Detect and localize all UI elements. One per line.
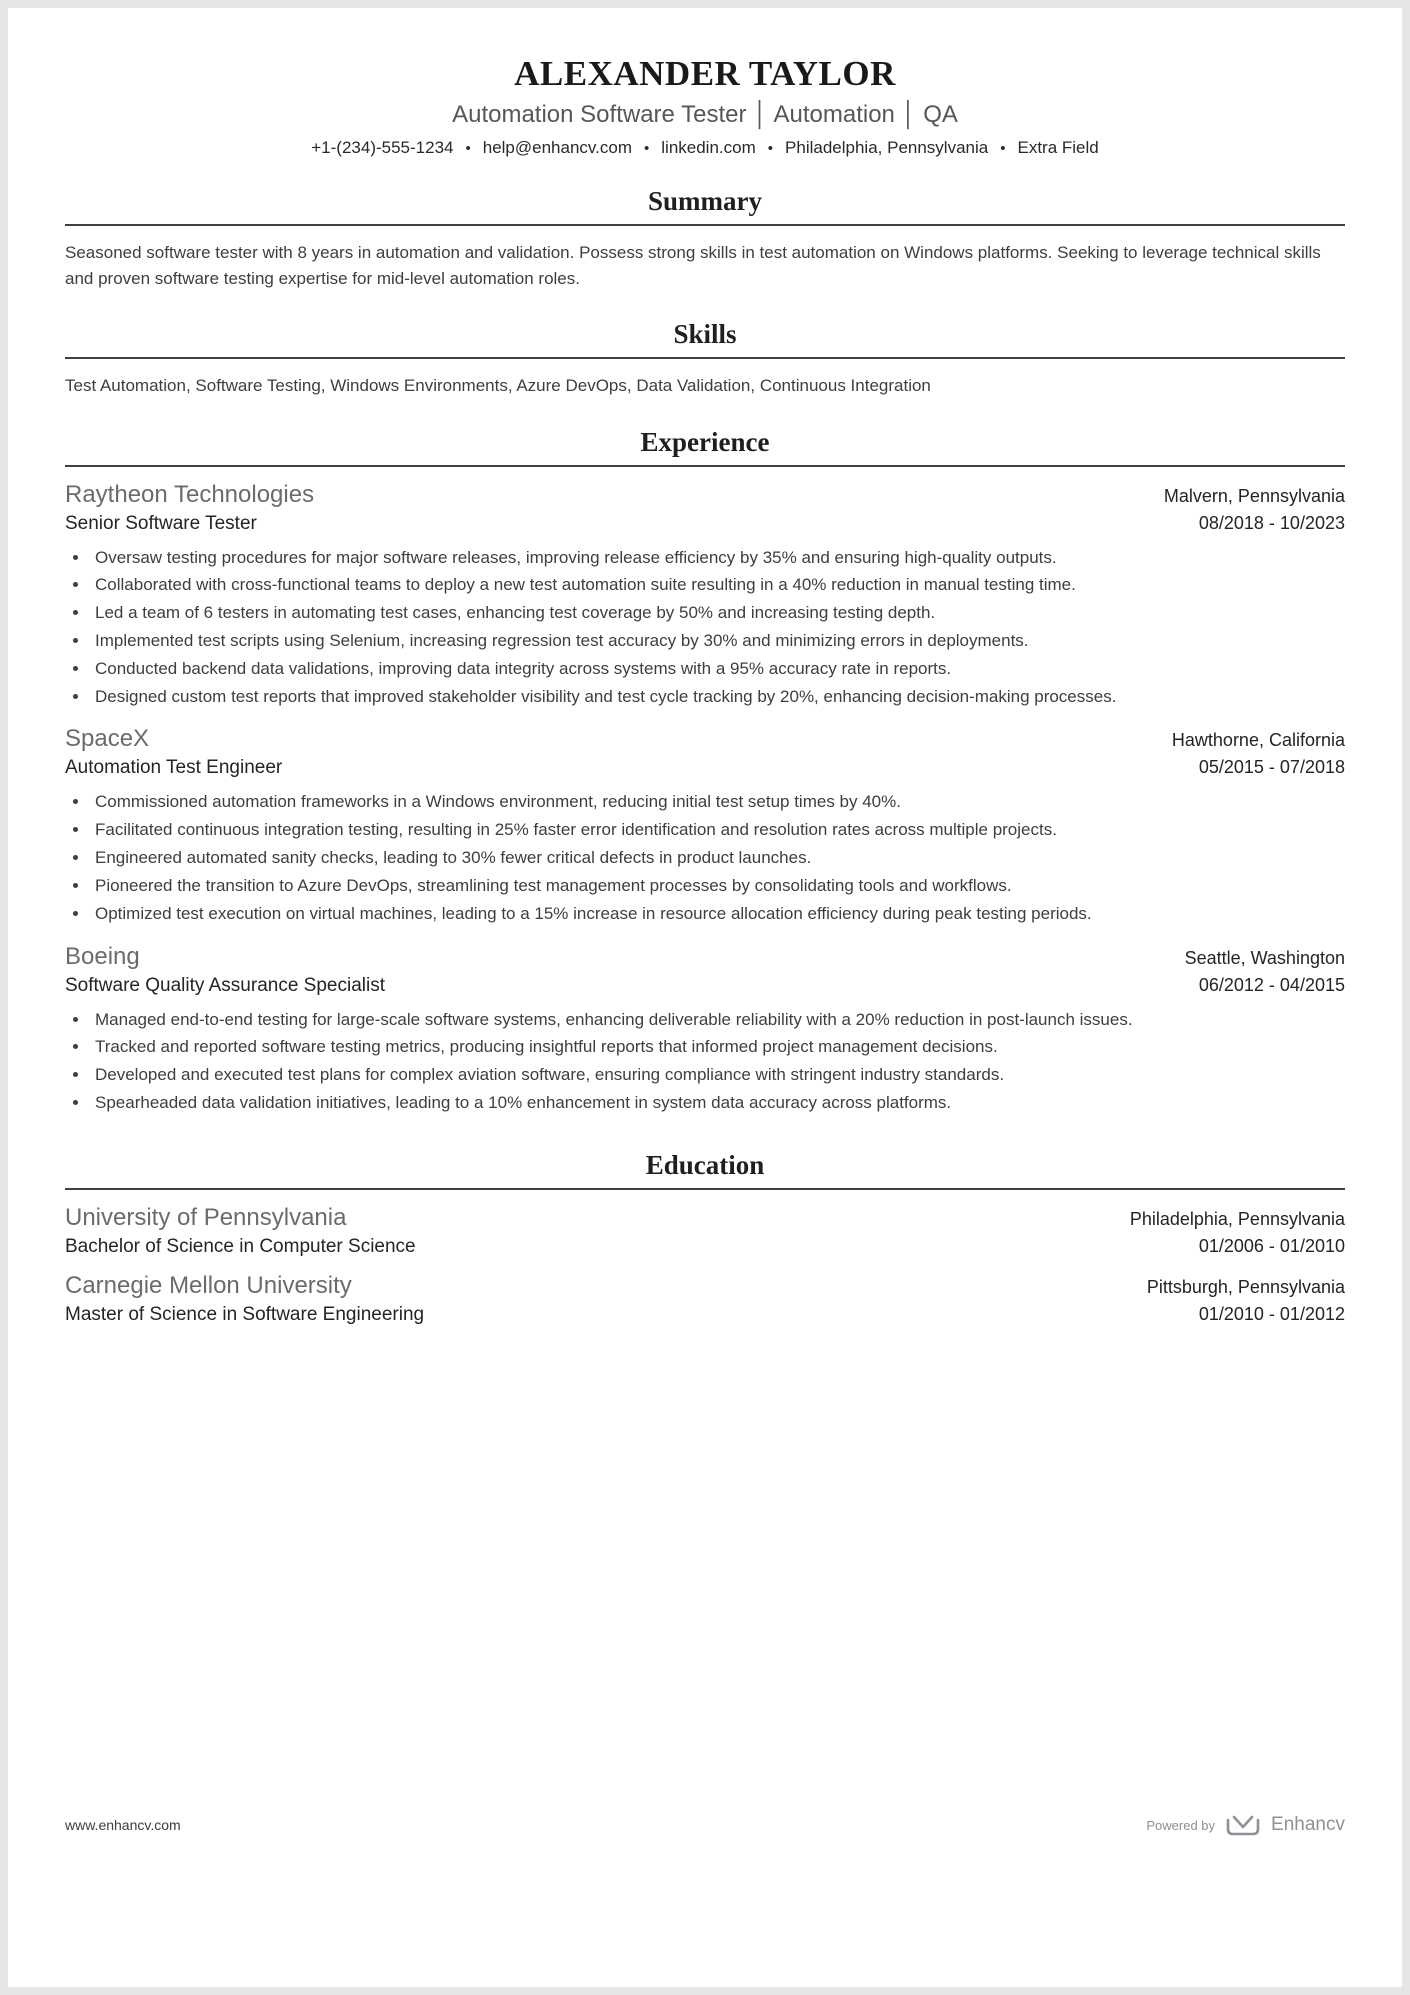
school-name: University of Pennsylvania [65,1203,347,1231]
contact-linkedin[interactable]: linkedin.com [661,138,756,157]
powered-by-label: Powered by [1146,1817,1216,1833]
education-entry [65,1272,1345,1326]
bullet-item: • Engineered automated sanity checks, leading to 30% fewer critical defects in product launches. [90,845,1345,871]
bullet-item: • Facilitated continuous integration testing, resulting in 25% faster error identification and resolution rates across multiple projects. [90,817,1345,843]
separator-dot-icon: • [1000,139,1006,157]
degree-dates: 01/2010 - 01/2012 [1198,1303,1345,1324]
enhancv-brand-link[interactable]: Enhancv [1271,1814,1345,1835]
job-dates: 05/2015 - 07/2018 [1198,757,1345,778]
section-summary [65,186,1345,291]
summary-text: Seasoned software tester with 8 years in automation and validation. Possess strong skills in test automation on Windows platforms. Seeking to leverage technical skills and proven software testing expertise for mid-level automation roles. [65,243,1321,288]
job-title: Automation Test Engineer [65,757,283,779]
bullet-item: • Conducted backend data validations, improving data integrity across systems with a 95% accuracy rate in reports. [90,656,1345,682]
experience-heading: Experience [640,426,770,457]
degree-dates: 01/2006 - 01/2010 [1198,1235,1345,1256]
powered-by-block [1146,1813,1345,1837]
bullet-item: • Spearheaded data validation initiatives, leading to a 10% enhancement in system data accuracy across platforms. [90,1090,1345,1116]
bullet-item: • Designed custom test reports that improved stakeholder visibility and test cycle tracking by 20%, enhancing decision-making processes. [90,684,1345,710]
bullet-item: • Developed and executed test plans for complex aviation software, ensuring compliance with stringent industry standards. [90,1062,1345,1088]
separator-dot-icon: • [644,139,650,157]
section-divider [65,1188,1345,1190]
bullet-item: • Led a team of 6 testers in automating test cases, enhancing test coverage by 50% and increasing testing depth. [90,600,1345,626]
skills-text: Test Automation, Software Testing, Windows Environments, Azure DevOps, Data Validation, Continuous Integration [65,376,931,395]
bullet-item: • Managed end-to-end testing for large-scale software systems, enhancing deliverable reliability with a 20% reduction in post-launch issues. [90,1007,1345,1033]
section-education [65,1150,1345,1326]
candidate-name: ALEXANDER TAYLOR [514,54,896,93]
school-name: Carnegie Mellon University [65,1271,352,1299]
bullet-item: • Tracked and reported software testing metrics, producing insightful reports that informed project management decisions. [90,1034,1345,1060]
job-dates: 08/2018 - 10/2023 [1198,512,1345,533]
page-footer [65,1813,1345,1837]
job-bullet-list [90,545,1345,710]
summary-heading: Summary [648,186,762,216]
contact-location: Philadelphia, Pennsylvania [785,138,989,157]
job-location: Hawthorne, California [1171,730,1345,751]
job-dates: 06/2012 - 04/2015 [1198,974,1345,995]
section-divider [65,224,1345,226]
contact-email[interactable]: help@enhancv.com [482,138,632,157]
company-name: SpaceX [65,725,150,753]
bullet-item: • Pioneered the transition to Azure DevOps, streamlining test management processes by consolidating tools and workflows. [90,873,1345,899]
degree-name: Master of Science in Software Engineering [65,1303,425,1325]
company-name: Raytheon Technologies [65,480,315,508]
job-location: Malvern, Pennsylvania [1163,485,1345,506]
skills-heading: Skills [673,319,737,349]
section-divider [65,465,1345,467]
bullet-item: • Oversaw testing procedures for major software releases, improving release efficiency by 35% and ensuring high-quality outputs. [90,545,1345,571]
job-location: Seattle, Washington [1184,947,1345,968]
degree-name: Bachelor of Science in Computer Science [65,1235,416,1257]
job-bullet-list [90,1007,1345,1116]
job-headline: Automation Software Tester │ Automation │ QA [452,101,958,128]
school-location: Philadelphia, Pennsylvania [1129,1208,1345,1229]
experience-entry [65,943,1345,1116]
bullet-item: • Optimized test execution on virtual machines, leading to a 15% increase in resource allocation efficiency during peak testing periods. [90,901,1345,927]
bullet-item: • Collaborated with cross-functional teams to deploy a new test automation suite resulting in a 40% reduction in manual testing time. [90,572,1345,598]
separator-dot-icon: • [767,139,774,157]
resume-page [8,8,1402,1987]
bullet-item: • Implemented test scripts using Selenium, increasing regression test accuracy by 30% and minimizing errors in deployments. [90,628,1345,654]
company-name: Boeing [65,942,140,970]
section-divider [65,357,1345,359]
job-title: Senior Software Tester [65,512,257,534]
separator-dot-icon: • [465,139,471,157]
bullet-item: • Commissioned automation frameworks in a Windows environment, reducing initial test setup times by 40%. [90,789,1345,815]
enhancv-logo-icon [1225,1813,1261,1837]
experience-entry [65,481,1345,710]
contact-extra-field: Extra Field [1017,138,1099,157]
enhancv-site-link[interactable]: www.enhancv.com [65,1817,181,1833]
job-title: Software Quality Assurance Specialist [65,974,385,996]
contact-phone: +1-(234)-555-1234 [311,138,454,157]
school-location: Pittsburgh, Pennsylvania [1146,1276,1345,1297]
section-skills [65,319,1345,399]
education-entry [65,1204,1345,1258]
section-experience [65,427,1345,1122]
resume-header [65,54,1345,158]
experience-entry [65,725,1345,926]
job-bullet-list [90,789,1345,926]
contact-bar [65,138,1345,158]
education-heading: Education [645,1149,765,1180]
